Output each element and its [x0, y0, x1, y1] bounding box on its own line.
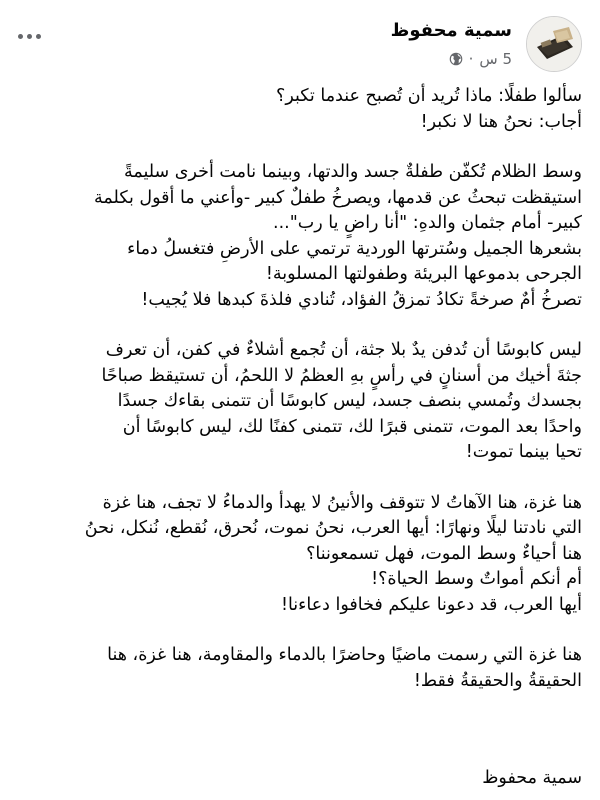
- post-line: بجسدك وتُمسي بنصف جسد، ليس كابوسًا أن تتمنى بقاءك جسدًا: [117, 391, 582, 411]
- post-paragraph: [14, 643, 582, 694]
- post-line: واحدًا بعد الموت، تتمنى قبرًا لك، تتمنى كفنًا لك، ليس كابوسًا أن: [122, 416, 582, 437]
- post-line: الجرحى بدموعها البريئة وطفولتها المسلوبة!: [265, 264, 582, 284]
- post-line: تصرخُ أمٌ صرخةً تكادُ تمزقُ الفؤاد، تُنادي فلذةَ كبدها فلا يُجيب!: [141, 289, 582, 310]
- post-line: أجاب: نحنُ هنا لا نكبر!: [420, 111, 582, 132]
- post-line: وسط الظلام تُكفّن طفلةٌ جسد والدتها، وبينما نامت أخرى سليمةً: [123, 162, 582, 182]
- author-name[interactable]: سمية محفوظ: [390, 20, 512, 41]
- post-signature: سمية محفوظ: [482, 768, 582, 788]
- post-line: بشعرها الجميل وسُترتها الوردية ترتمي على الأرضِ فتغسلُ دماء: [127, 238, 582, 259]
- post-line: أيها العرب، قد دعونا عليكم فخافوا دعاءنا!: [280, 594, 582, 615]
- more-options-button[interactable]: [14, 24, 44, 48]
- post-paragraph: [14, 338, 582, 466]
- post-line: هنا أحياءٌ وسط الموت، فهل تسمعوننا؟: [306, 543, 582, 564]
- post-line: كبير- أمام جثمان والدهِ: "أنا راضٍ يا رب"...: [273, 213, 582, 233]
- post-meta: [449, 50, 512, 68]
- profile-picture: [527, 17, 581, 71]
- post-header: [10, 10, 590, 80]
- globe-icon[interactable]: [449, 52, 463, 66]
- post-paragraph: [14, 491, 582, 619]
- post-line: أم أنكم أمواتٌ وسط الحياة؟!: [371, 569, 582, 589]
- post-body: [14, 84, 582, 719]
- post-line: هنا غزة، هنا الآهاتُ لا تتوقف والأنينُ لا يهدأ والدماءُ لا تجف، هنا غزة: [102, 492, 582, 513]
- post-line: تحيا بينما تموت!: [465, 442, 582, 462]
- post-line: سألوا طفلًا: ماذا تُريد أن تُصبح عندما تكبر؟: [276, 86, 582, 106]
- more-options-icon: [36, 34, 41, 39]
- post-line: هنا غزة التي رسمت ماضيًا وحاضرًا بالدماء والمقاومة، هنا غزة، هنا: [107, 645, 582, 665]
- post-paragraph: [14, 160, 582, 313]
- avatar[interactable]: [526, 16, 582, 72]
- post-time[interactable]: 5 س: [479, 50, 512, 68]
- more-options-icon-dot: [27, 34, 32, 39]
- meta-separator: ·: [468, 50, 474, 68]
- post-line: ليس كابوسًا أن تُدفن يدٌ بلا جثة، أن تُجمع أشلاءٌ في كفن، أن تعرف: [105, 340, 582, 360]
- post-paragraph: [14, 84, 582, 135]
- post-line: التي نادتنا ليلًا ونهارًا: أيها العرب، نحنُ نموت، نُحرق، نُقطع، نُنكل، نحنُ: [84, 518, 582, 538]
- post-line: جثةَ أخيك من أسنانٍ في رأسٍ بهِ العظمُ لا اللحمُ، أن تستيقظ صباحًا: [101, 365, 582, 386]
- more-options-icon-dot: [18, 34, 23, 39]
- post-line: الحقيقةُ والحقيقةُ فقط!: [413, 670, 582, 691]
- post-line: استيقظت تبحثُ عن قدمها، ويصرخُ طفلٌ كبير -وأعني ما أقول بكلمة: [94, 187, 582, 208]
